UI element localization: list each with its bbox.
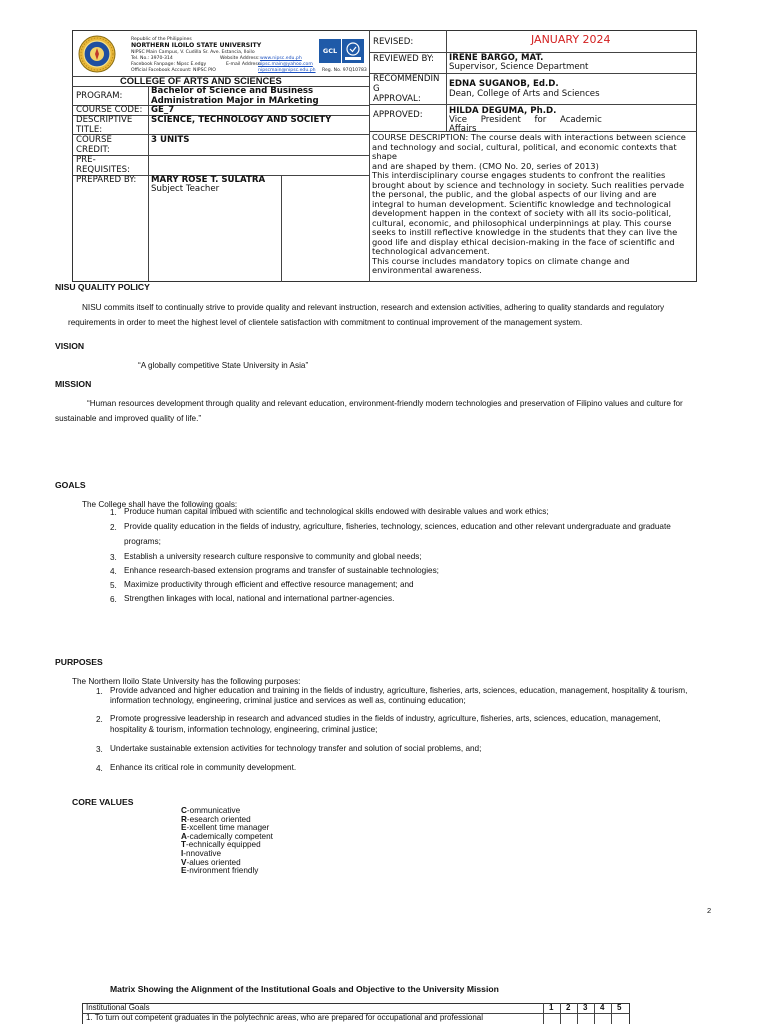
purpose-item: Provide advanced and higher education and training in the fields of industry, agriculture, fisheries, arts, sciences, education, management, hospitality & tourism, — [110, 686, 688, 695]
website-link[interactable]: www.nipsc.edu.ph — [260, 56, 302, 61]
recommending-name: EDNA SUGANOB, Ed.D. — [449, 79, 559, 89]
core-value-item: I-nnovative — [181, 848, 222, 858]
course-description-line: shape — [372, 151, 398, 161]
goal-item: Enhance research-based extension programs and transfer of sustainable technologies; — [124, 566, 439, 575]
header-divider-vertical — [369, 30, 370, 282]
course-description-line: cultural, economic, and philosophical underpinnings at play. This course — [372, 217, 672, 228]
prepared-by-divider — [281, 175, 282, 282]
purpose-item-continued: information technology, engineering, criminal justice and services as well as, continuing education; — [110, 696, 466, 705]
course-credit-value: 3 UNITS — [151, 135, 190, 145]
university-address: NIPSC Main Campus, V. Cudilla Sr. Ave. Estancia, Iloilo — [131, 50, 255, 55]
purpose-number: 4. — [96, 764, 103, 773]
matrix-header-label: Institutional Goals — [86, 1003, 150, 1012]
course-description-line: brought about by science and technology in society. Such realities pervade — [372, 179, 685, 190]
goals-intro: The College shall have the following goals: — [82, 500, 238, 509]
course-code-value: GE_7 — [151, 105, 175, 115]
matrix-column-header: 5 — [617, 1003, 622, 1012]
prepared-by-name: MARY ROSE T. SULATRA — [151, 175, 266, 185]
reviewed-by-label: REVIEWED BY: — [373, 54, 434, 64]
vision-text: “A globally competitive State University in Asia” — [138, 361, 309, 370]
core-values-list — [181, 807, 273, 876]
goal-item: Produce human capital imbued with scientific and technological skills endowed with desirable values and work ethics; — [124, 507, 549, 516]
descriptive-title-value: SCIENCE, TECHNOLOGY AND SOCIETY — [151, 115, 332, 125]
goals-heading: GOALS — [55, 480, 86, 490]
recommending-role: Dean, College of Arts and Sciences — [449, 89, 600, 99]
iso-cert-icon — [342, 39, 364, 63]
row-line — [369, 104, 697, 105]
quality-policy-text-2: requirements in order to meet the highest level of clientele satisfaction with commitment to continual improvement of the management system. — [68, 318, 583, 327]
approved-label: APPROVED: — [373, 110, 423, 120]
reviewed-by-name: IRENE BARGO, MAT. — [449, 53, 544, 63]
purpose-number: 3. — [96, 745, 103, 754]
course-description-line: and are shaped by them. (CMO No. 20, series of 2013) — [372, 160, 599, 171]
prerequisites-label: PRE-REQUISITES: — [76, 155, 131, 175]
course-description-line: integral to human development. Scientific knowledge and technological — [372, 198, 671, 209]
core-value-item: A-cademically competent — [181, 831, 273, 841]
recommending-label-3: APPROVAL: — [373, 94, 421, 104]
core-value-item: E-xcellent time manager — [181, 823, 270, 833]
purpose-number: 2. — [96, 715, 103, 724]
prepared-by-role: Subject Teacher — [151, 184, 220, 194]
mission-text-1: “Human resources development through quality and relevant education, environment-friendly modern technologies and preservation of Filipino values and culture for — [87, 399, 683, 408]
goal-number: 1. — [110, 508, 117, 517]
goal-item: Strengthen linkages with local, national and international partner-agencies. — [124, 594, 395, 603]
purpose-number: 1. — [96, 687, 103, 696]
matrix-column-header: 1 — [549, 1003, 554, 1012]
goal-number: 2. — [110, 523, 117, 532]
purpose-item: Enhance its critical role in community development. — [110, 763, 297, 772]
goal-item-continued: programs; — [124, 537, 161, 546]
purpose-item: Undertake sustainable extension activities for technology transfer and solution of social problems, and; — [110, 744, 482, 753]
course-description — [372, 133, 694, 276]
goal-item: Establish a university research culture responsive to community and global needs; — [124, 552, 422, 561]
right-label-divider — [446, 30, 447, 131]
matrix-col-line — [577, 1003, 578, 1024]
course-credit-label: COURSE CREDIT: — [76, 135, 112, 155]
course-description-line: the personal, the public, and the global aspects of our living and are — [372, 189, 657, 199]
course-description-line: technological advancement. — [372, 246, 490, 256]
approved-role-2: Affairs — [449, 124, 477, 134]
republic-text: Republic of the Philippines — [131, 37, 192, 42]
goal-number: 3. — [110, 553, 117, 562]
matrix-col-line — [543, 1003, 544, 1024]
matrix-col-line — [594, 1003, 595, 1024]
course-description-line: COURSE DESCRIPTION: The course deals with interactions between science — [372, 132, 686, 142]
matrix-column-header: 3 — [583, 1003, 588, 1012]
matrix-col-line — [611, 1003, 612, 1024]
core-values-heading: CORE VALUES — [72, 797, 134, 807]
matrix-column-header: 2 — [566, 1003, 571, 1012]
matrix-row-text: 1. To turn out competent graduates in the polytechnic areas, who are prepared for occupational and professional — [86, 1013, 483, 1022]
core-value-item: T-echnically equipped — [181, 840, 261, 850]
vision-heading: VISION — [55, 341, 85, 351]
university-name: NORTHERN ILOILO STATE UNIVERSITY — [131, 42, 262, 49]
goal-number: 6. — [110, 595, 117, 604]
approved-role: Vice President for Academic — [449, 115, 602, 125]
quality-policy-heading: NISU QUALITY POLICY — [55, 282, 150, 292]
page-number: 2 — [707, 906, 712, 915]
gcl-cert-logo: GCL — [319, 39, 341, 63]
website-label: Website Address: — [220, 56, 260, 61]
matrix-col-line — [560, 1003, 561, 1024]
course-description-line: good life and display ethical decision-making in the face of scientific and — [372, 236, 675, 247]
course-description-line: This interdisciplinary course engages students to confront the realities — [372, 170, 666, 180]
college-name: COLLEGE OF ARTS AND SCIENCES — [120, 75, 282, 86]
facebook-fanpage: Facebook Fanpage: Nipsc E.edgy — [131, 62, 207, 67]
university-tel: Tel. No.: 3970-314 — [131, 56, 173, 61]
goal-item: Maximize productivity through efficient and effective resource management; and — [124, 580, 414, 589]
official-facebook: Official Facebook Account: NIPSC PIO — [131, 68, 216, 73]
email-link-2[interactable]: nipscmain@nipsc.edu.ph — [258, 68, 316, 73]
matrix-column-header: 4 — [600, 1003, 605, 1012]
course-description-line: This course includes mandatory topics on climate change and — [372, 255, 630, 266]
purposes-intro: The Northern Iloilo State University has the following purposes: — [72, 677, 301, 686]
reviewed-by-role: Supervisor, Science Department — [449, 62, 589, 72]
course-description-line: development happen in the context of society with all its socio-political, — [372, 208, 672, 218]
purpose-item: Promote progressive leadership in research and advanced studies in the fields of industry, agriculture, fisheries, arts, sciences, education, management, — [110, 714, 661, 723]
core-value-item: C-ommunicative — [181, 806, 241, 815]
course-description-line: environmental awareness. — [372, 265, 482, 275]
recommending-label: RECOMMENDIN — [373, 74, 440, 84]
core-value-item: V-alues oriented — [181, 857, 241, 867]
core-value-item: E-nvironment friendly — [181, 866, 259, 876]
course-description-line: seeks to instill reflective knowledge in the students that they can live the — [372, 227, 678, 237]
mission-text-2: sustainable and improved quality of life.” — [55, 414, 202, 423]
email-label: E-mail Address: — [226, 62, 262, 67]
email-link[interactable]: nipsc.main@yahoo.com — [258, 62, 313, 67]
descriptive-title-label: DESCRIPTIVE TITLE: — [76, 115, 133, 135]
course-code-label: COURSE CODE: — [76, 105, 143, 115]
university-seal-logo — [78, 35, 116, 73]
core-value-item: R-esearch oriented — [181, 814, 251, 824]
course-description-line: and technology and social, cultural, political, and economic contexts that — [372, 141, 677, 152]
approved-name: HILDA DEGUMA, Ph.D. — [449, 106, 557, 116]
matrix-title: Matrix Showing the Alignment of the Institutional Goals and Objective to the University Mission — [110, 984, 499, 994]
goal-number: 4. — [110, 567, 117, 576]
revised-value: JANUARY 2024 — [531, 33, 611, 46]
quality-policy-text-1: NISU commits itself to continually strive to provide quality and relevant instruction, research and extension activities, adhering to quality standards and regulatory — [82, 303, 665, 312]
goal-number: 5. — [110, 581, 117, 590]
goal-item: Provide quality education in the fields of industry, agriculture, fisheries, technology, sciences, education and other relevant undergraduate and graduate — [124, 522, 671, 531]
program-value: Bachelor of Science and Business Administration Major in MArketing — [151, 86, 319, 106]
prepared-by-label: PREPARED BY: — [76, 175, 137, 185]
revised-label: REVISED: — [373, 37, 414, 47]
reg-no: Reg. No. 97Q10783 — [322, 68, 367, 73]
purpose-item-continued: hospitality & tourism, information technology, engineering, criminal justice; — [110, 725, 378, 734]
purposes-heading: PURPOSES — [55, 657, 103, 667]
mission-heading: MISSION — [55, 379, 92, 389]
program-label: PROGRAM: — [76, 91, 123, 101]
recommending-label-2: G — [373, 84, 380, 94]
